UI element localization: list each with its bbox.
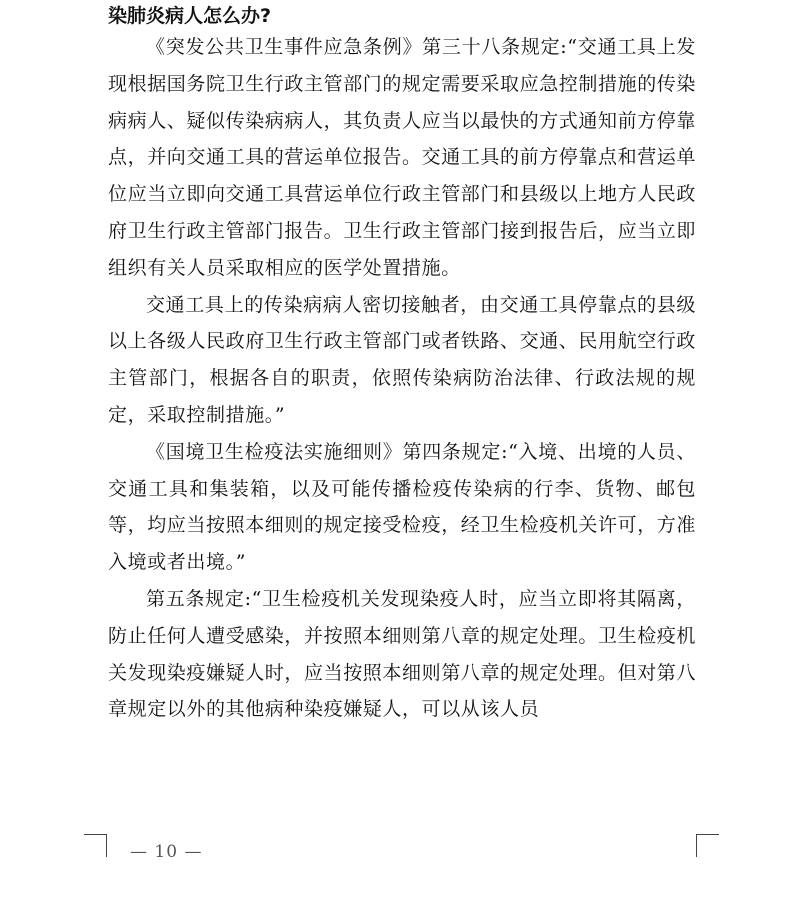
page-number: — 10 — bbox=[130, 842, 203, 862]
crop-mark-right bbox=[696, 834, 719, 857]
paragraph-close-contacts: 交通工具上的传染病病人密切接触者，由交通工具停靠点的县级以上各级人民政府卫生行政主管部门或者铁路、交通、民用航空行政主管部门，根据各自的职责，依照传染病防治法律、行政法规的规定，采取控制措施。” bbox=[108, 293, 697, 426]
paragraph-article-5: 第五条规定:“卫生检疫机关发现染疫人时，应当立即将其隔离，防止任何人遭受感染，并按照本细则第八章的规定处理。卫生检疫机关发现染疫嫌疑人时，应当按照本细则第八章的规定处理。但对第八章规定以外的其他病种染疫嫌疑人，可以从该人员 bbox=[108, 587, 697, 721]
paragraph-article-4: 《国境卫生检疫法实施细则》第四条规定:“入境、出境的人员、交通工具和集装箱，以及可能传播检疫传染病的行李、货物、邮包等，均应当按照本细则的规定接受检疫，经卫生检疫机关许可，方准入境或者出境。” bbox=[108, 440, 697, 574]
crop-mark-left bbox=[84, 834, 107, 857]
section-heading: 染肺炎病人怎么办? bbox=[108, 5, 272, 27]
document-body bbox=[108, 29, 696, 728]
paragraph-article-38: 《突发公共卫生事件应急条例》第三十八条规定:“交通工具上发现根据国务院卫生行政主管部门的规定需要采取应急控制措施的传染病病人、疑似传染病病人，其负责人应当以最快的方式通知前方停靠点，并向交通工具的营运单位报告。交通工具的前方停靠点和营运单位应当立即向交通工具营运单位行政主管部门和县级以上地方人民政府卫生行政主管部门报告。卫生行政主管部门接到报告后，应当立即组织有关人员采取相应的医学处置措施。 bbox=[108, 36, 697, 279]
